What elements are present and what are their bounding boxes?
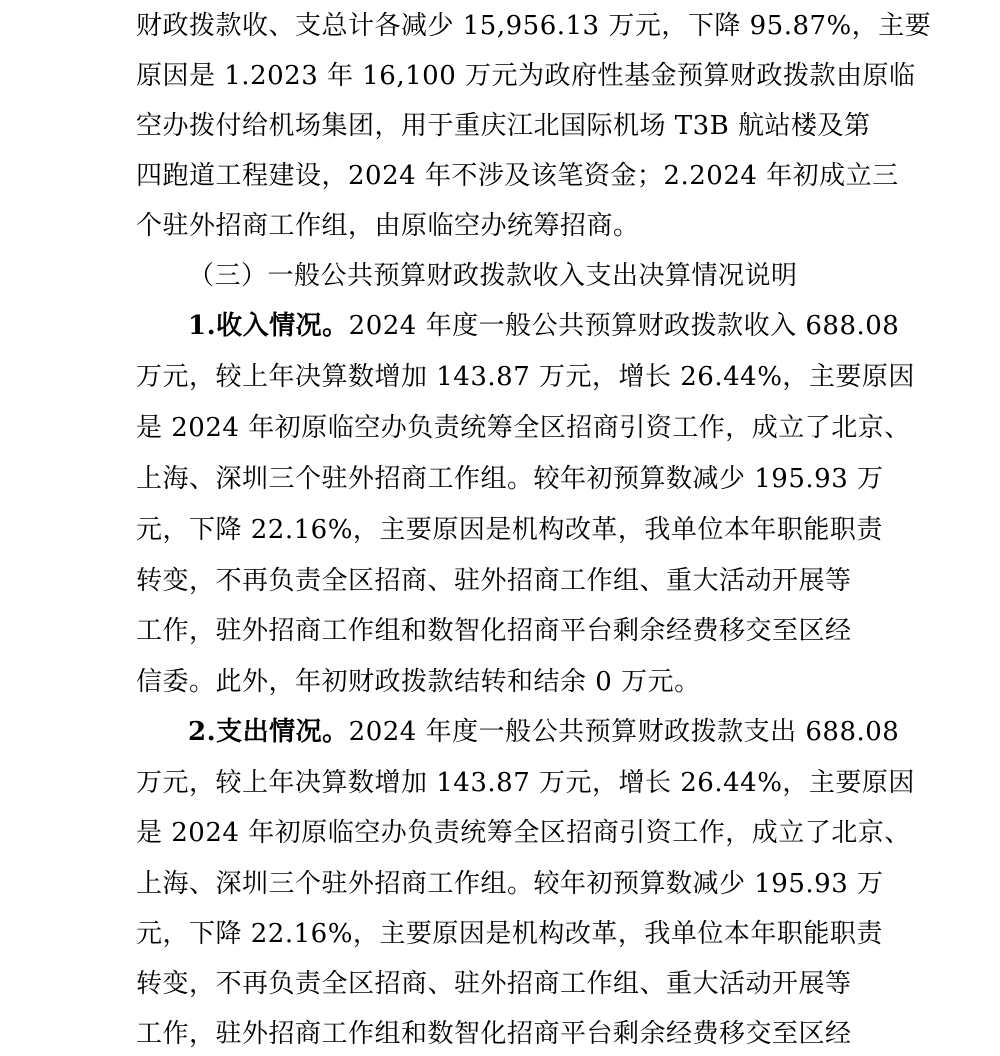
paragraph-line: 元，下降 22.16%，主要原因是机构改革，我单位本年职能职责 bbox=[136, 515, 883, 545]
paragraph-line: 万元，较上年决算数增加 143.87 万元，增长 26.44%，主要原因 bbox=[136, 768, 915, 798]
paragraph-line: 信委。此外，年初财政拨款结转和结余 0 万元。 bbox=[136, 667, 701, 697]
paragraph-line: 空办拨付给机场集团，用于重庆江北国际机场 T3B 航站楼及第 bbox=[136, 111, 871, 141]
paragraph-line: 转变，不再负责全区招商、驻外招商工作组、重大活动开展等 bbox=[136, 566, 852, 596]
paragraph-line: 万元，较上年决算数增加 143.87 万元，增长 26.44%，主要原因 bbox=[136, 362, 915, 392]
section-heading: （三）一般公共预算财政拨款收入支出决算情况说明 bbox=[188, 261, 798, 291]
paragraph-line: 上海、深圳三个驻外招商工作组。较年初预算数减少 195.93 万 bbox=[136, 464, 884, 494]
paragraph-line: 是 2024 年初原临空办负责统筹全区招商引资工作，成立了北京、 bbox=[136, 413, 911, 443]
income-label: 1.收入情况。 bbox=[188, 311, 349, 341]
paragraph-line: 个驻外招商工作组，由原临空办统筹招商。 bbox=[136, 211, 640, 241]
expenditure-first-text: 2024 年度一般公共预算财政拨款支出 688.08 bbox=[348, 717, 900, 747]
paragraph-line: 原因是 1.2023 年 16,100 万元为政府性基金预算财政拨款由原临 bbox=[136, 61, 916, 91]
paragraph-line: 转变，不再负责全区招商、驻外招商工作组、重大活动开展等 bbox=[136, 969, 852, 999]
paragraph-line: 工作，驻外招商工作组和数智化招商平台剩余经费移交至区经 bbox=[136, 616, 852, 646]
paragraph-line: 财政拨款收、支总计各减少 15,956.13 万元，下降 95.87%，主要 bbox=[136, 11, 932, 41]
expenditure-first-line bbox=[188, 712, 899, 752]
income-first-line bbox=[188, 306, 899, 346]
paragraph-line: 元，下降 22.16%，主要原因是机构改革，我单位本年职能职责 bbox=[136, 919, 883, 949]
paragraph-line: 是 2024 年初原临空办负责统筹全区招商引资工作，成立了北京、 bbox=[136, 818, 911, 848]
expenditure-label: 2.支出情况。 bbox=[188, 717, 349, 747]
paragraph-line: 上海、深圳三个驻外招商工作组。较年初预算数减少 195.93 万 bbox=[136, 869, 884, 899]
paragraph-line: 工作，驻外招商工作组和数智化招商平台剩余经费移交至区经 bbox=[136, 1019, 852, 1049]
paragraph-line: 四跑道工程建设，2024 年不涉及该笔资金；2.2024 年初成立三 bbox=[136, 161, 899, 191]
income-first-text: 2024 年度一般公共预算财政拨款收入 688.08 bbox=[348, 311, 900, 341]
